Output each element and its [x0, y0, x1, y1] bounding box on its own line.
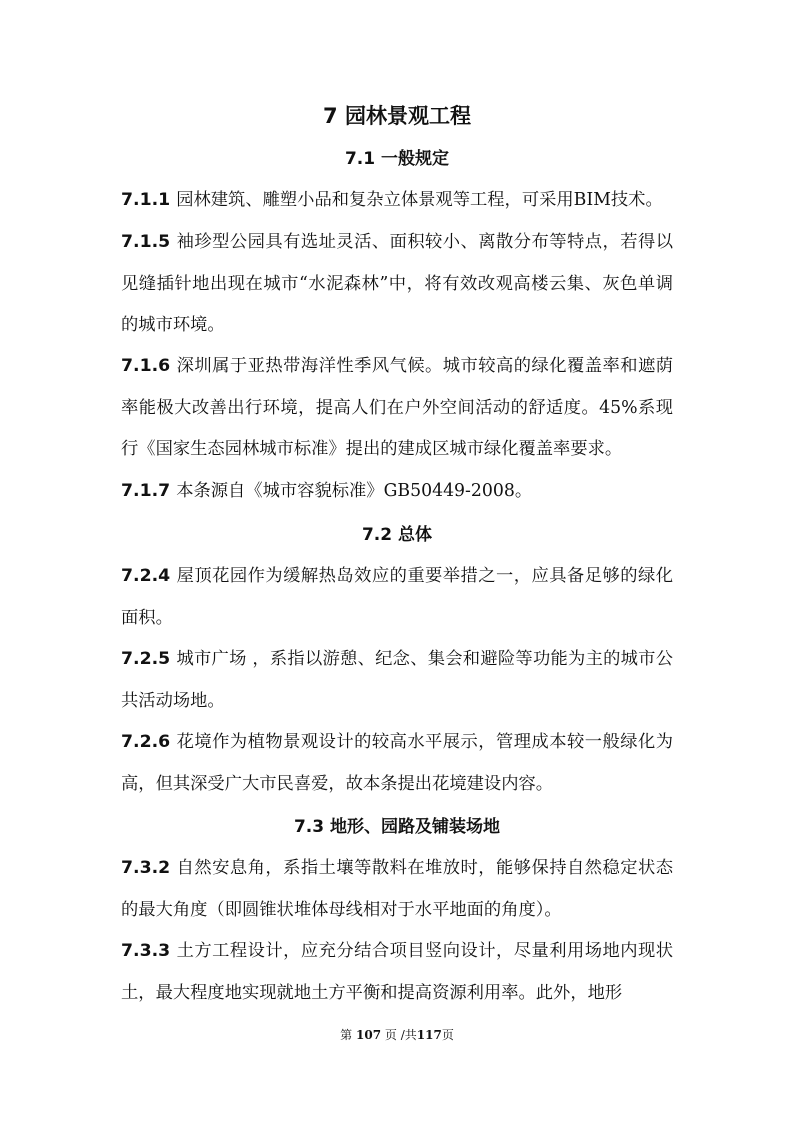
- clause-paragraph: [121, 848, 673, 931]
- clause-number: 7.2.4: [121, 566, 171, 586]
- clause-number: 7.1.5: [121, 232, 171, 252]
- page-footer: [0, 1026, 794, 1044]
- section-heading: 7.3 地形、园路及铺装场地: [293, 817, 501, 837]
- total-pages: 117: [416, 1028, 442, 1042]
- footer-suffix: 页: [441, 1028, 454, 1042]
- clause-paragraph: [121, 471, 673, 513]
- clause-paragraph: [121, 722, 673, 805]
- footer-prefix: 第: [340, 1028, 353, 1042]
- clause-paragraph: [121, 346, 673, 471]
- clause-number: 7.3.3: [121, 941, 171, 961]
- clause-number: 7.3.2: [121, 858, 171, 878]
- section-heading: 7.2 总体: [361, 525, 433, 545]
- clause-text: 自然安息角，系指土壤等散料在堆放时，能够保持自然稳定状态的最大角度（即圆锥状堆体母线相对于水平地面的角度）。: [121, 858, 673, 920]
- clause-text: 本条源自《城市容貌标准》GB50449-2008。: [176, 481, 533, 501]
- clause-paragraph: [121, 556, 673, 639]
- clause-paragraph: [121, 931, 673, 1014]
- clause-text: 城市广场 ，系指以游憩、纪念、集会和避险等功能为主的城市公共活动场地。: [121, 649, 673, 711]
- clause-text: 花境作为植物景观设计的较高水平展示，管理成本较一般绿化为高，但其深受广大市民喜爱，故本条提出花境建设内容。: [121, 732, 673, 794]
- clause-paragraph: [121, 222, 673, 347]
- page-number: 107: [356, 1028, 382, 1042]
- clause-paragraph: [121, 180, 673, 222]
- clause-number: 7.1.6: [121, 356, 171, 376]
- clause-paragraph: [121, 639, 673, 722]
- clause-number: 7.1.1: [121, 190, 171, 210]
- clause-text: 袖珍型公园具有选址灵活、面积较小、离散分布等特点，若得以见缝插针地出现在城市“水泥森林”中，将有效改观高楼云集、灰色单调的城市环境。: [121, 232, 673, 335]
- footer-middle: 页 /共: [384, 1028, 417, 1042]
- clause-text: 土方工程设计，应充分结合项目竖向设计，尽量利用场地内现状土，最大程度地实现就地土方平衡和提高资源利用率。此外，地形: [121, 941, 673, 1003]
- clause-text: 深圳属于亚热带海洋性季风气候。城市较高的绿化覆盖率和遮荫率能极大改善出行环境，提高人们在户外空间活动的舒适度。45%系现行《国家生态园林城市标准》提出的建成区城市绿化覆盖率要求。: [121, 356, 673, 459]
- clause-text: 屋顶花园作为缓解热岛效应的重要举措之一，应具备足够的绿化面积。: [121, 566, 673, 628]
- clause-number: 7.2.6: [121, 732, 171, 752]
- section-heading: 7.1 一般规定: [344, 149, 450, 169]
- chapter-title: 7 园林景观工程: [323, 104, 471, 128]
- clause-text: 园林建筑、雕塑小品和复杂立体景观等工程，可采用BIM技术。: [176, 190, 663, 210]
- clause-number: 7.1.7: [121, 481, 171, 501]
- clause-number: 7.2.5: [121, 649, 171, 669]
